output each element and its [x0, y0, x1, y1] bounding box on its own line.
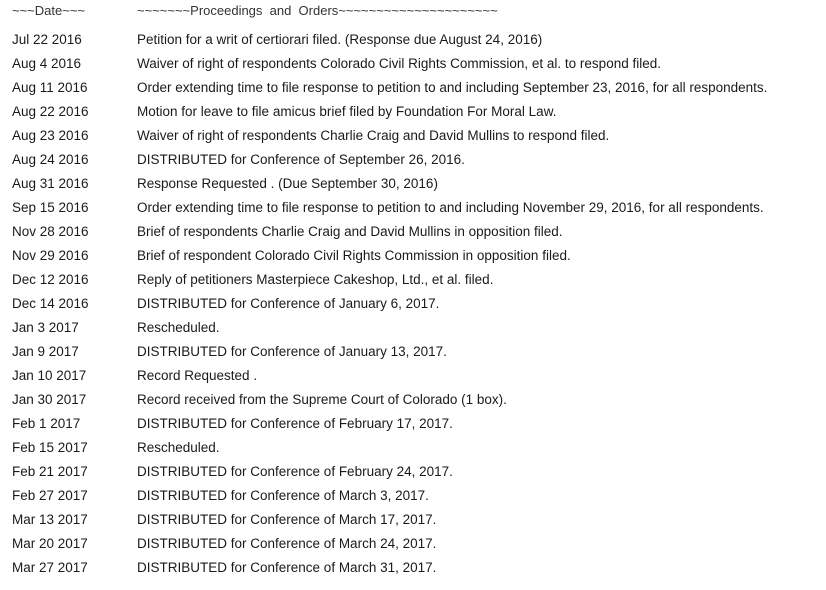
entry-text: DISTRIBUTED for Conference of September 26, 2016.	[137, 152, 465, 167]
docket-row	[0, 366, 826, 390]
docket-row	[0, 246, 826, 270]
docket-row	[0, 30, 826, 54]
entry-text: Order extending time to file response to petition to and including November 29, 2016, for all respondents.	[137, 200, 764, 215]
entry-date: Aug 23 2016	[12, 128, 89, 143]
entry-date: Dec 12 2016	[12, 272, 89, 287]
entry-date: Aug 24 2016	[12, 152, 89, 167]
docket-row	[0, 198, 826, 222]
entry-date: Jan 10 2017	[12, 368, 87, 383]
entry-text: Brief of respondent Colorado Civil Rights Commission in opposition filed.	[137, 248, 571, 263]
docket-row	[0, 174, 826, 198]
entry-text: DISTRIBUTED for Conference of March 31, 2017.	[137, 560, 437, 575]
proceedings-column-header: ~~~~~~~Proceedings and Orders~~~~~~~~~~~~~~~~~~~~~	[137, 3, 498, 18]
date-column-header: ~~~Date~~~	[12, 3, 86, 18]
entry-date: Jan 3 2017	[12, 320, 79, 335]
entry-date: Mar 20 2017	[12, 536, 88, 551]
entry-date: Nov 28 2016	[12, 224, 89, 239]
entry-date: Feb 15 2017	[12, 440, 88, 455]
docket-row	[0, 342, 826, 366]
entry-text: Record received from the Supreme Court of Colorado (1 box).	[137, 392, 507, 407]
entry-text: Order extending time to file response to petition to and including September 23, 2016, for all respondents.	[137, 80, 768, 95]
docket-row	[0, 150, 826, 174]
docket-row	[0, 438, 826, 462]
entry-date: Dec 14 2016	[12, 296, 89, 311]
entry-date: Jan 30 2017	[12, 392, 87, 407]
docket-row	[0, 78, 826, 102]
entry-date: Jul 22 2016	[12, 32, 82, 47]
docket-row	[0, 534, 826, 558]
docket-row	[0, 294, 826, 318]
docket-row	[0, 414, 826, 438]
docket-row	[0, 390, 826, 414]
entry-date: Feb 27 2017	[12, 488, 88, 503]
entry-date: Feb 21 2017	[12, 464, 88, 479]
entry-date: Aug 11 2016	[12, 80, 88, 95]
entry-text: DISTRIBUTED for Conference of March 24, 2017.	[137, 536, 437, 551]
entry-text: DISTRIBUTED for Conference of January 13, 2017.	[137, 344, 447, 359]
entry-date: Jan 9 2017	[12, 344, 79, 359]
docket-row	[0, 462, 826, 486]
docket-row	[0, 222, 826, 246]
entry-text: Waiver of right of respondents Colorado Civil Rights Commission, et al. to respond filed.	[137, 56, 661, 71]
docket-header-row	[0, 3, 826, 23]
entry-date: Aug 4 2016	[12, 56, 82, 71]
entry-text: DISTRIBUTED for Conference of January 6, 2017.	[137, 296, 440, 311]
docket-entries	[0, 30, 826, 582]
docket-row	[0, 558, 826, 582]
docket-row	[0, 126, 826, 150]
entry-date: Feb 1 2017	[12, 416, 81, 431]
entry-date: Nov 29 2016	[12, 248, 89, 263]
entry-text: DISTRIBUTED for Conference of March 17, 2017.	[137, 512, 437, 527]
entry-text: Motion for leave to file amicus brief filed by Foundation For Moral Law.	[137, 104, 557, 119]
entry-text: Brief of respondents Charlie Craig and David Mullins in opposition filed.	[137, 224, 563, 239]
entry-text: Reply of petitioners Masterpiece Cakeshop, Ltd., et al. filed.	[137, 272, 494, 287]
entry-text: DISTRIBUTED for Conference of February 17, 2017.	[137, 416, 453, 431]
entry-text: Response Requested . (Due September 30, 2016)	[137, 176, 438, 191]
entry-date: Mar 27 2017	[12, 560, 88, 575]
entry-date: Aug 22 2016	[12, 104, 89, 119]
entry-text: Waiver of right of respondents Charlie Craig and David Mullins to respond filed.	[137, 128, 610, 143]
entry-text: Rescheduled.	[137, 440, 220, 455]
entry-text: Rescheduled.	[137, 320, 220, 335]
entry-date: Aug 31 2016	[12, 176, 89, 191]
docket-row	[0, 318, 826, 342]
docket-row	[0, 510, 826, 534]
entry-date: Sep 15 2016	[12, 200, 89, 215]
docket-row	[0, 486, 826, 510]
docket-row	[0, 54, 826, 78]
entry-text: Petition for a writ of certiorari filed. (Response due August 24, 2016)	[137, 32, 543, 47]
entry-text: DISTRIBUTED for Conference of February 24, 2017.	[137, 464, 453, 479]
docket-row	[0, 270, 826, 294]
entry-date: Mar 13 2017	[12, 512, 88, 527]
entry-text: Record Requested .	[137, 368, 258, 383]
docket-row	[0, 102, 826, 126]
entry-text: DISTRIBUTED for Conference of March 3, 2017.	[137, 488, 429, 503]
